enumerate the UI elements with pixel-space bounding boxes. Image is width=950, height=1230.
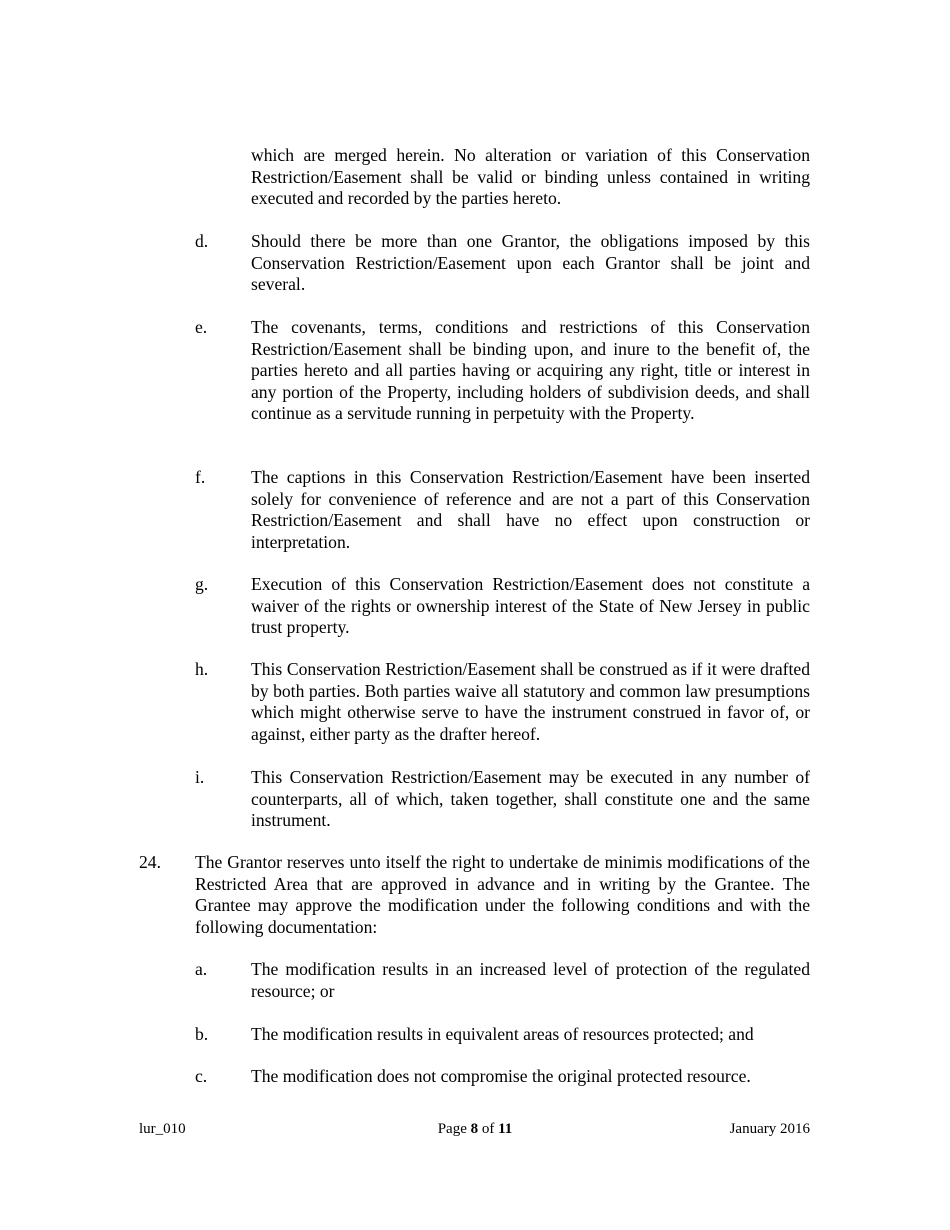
item-label-h: h.	[195, 659, 209, 679]
footer-page-current: 8	[470, 1121, 479, 1137]
footer-form-id: lur_010	[139, 1121, 186, 1137]
footer-page-prefix: Page	[437, 1121, 467, 1137]
continuation-paragraph: which are merged herein. No alteration or variation of this Conservation Restriction/Easement shall be valid or binding unless contained in writing executed and recorded by the parties hereto.	[251, 145, 810, 209]
item-text-h: This Conservation Restriction/Easement shall be construed as if it were drafted by both parties. Both parties waive all statutory and common law presumptions which might otherwise serve to have the instrument construed in favor of, or against, either party as the drafter hereof.	[251, 659, 810, 744]
item-label-e: e.	[195, 317, 208, 337]
item-text-f: The captions in this Conservation Restriction/Easement have been inserted solely for convenience of reference and are not a part of this Conservation Restriction/Easement and shall have no effect upon construction or interpretation.	[251, 467, 810, 552]
item-label-g: g.	[195, 574, 209, 594]
sub-item-text-a: The modification results in an increased level of protection of the regulated resource; or	[251, 959, 810, 1001]
item-label-f: f.	[195, 467, 206, 487]
item-text-d: Should there be more than one Grantor, the obligations imposed by this Conservation Restriction/Easement upon each Grantor shall be joint and several.	[251, 231, 810, 295]
sub-item-label-b: b.	[195, 1024, 209, 1044]
footer-page-of: of	[481, 1121, 495, 1137]
item-text-e: The covenants, terms, conditions and restrictions of this Conservation Restriction/Easement shall be binding upon, and inure to the benefit of, the parties hereto and all parties having or acquiring any right, title or interest in any portion of the Property, including holders of subdivision deeds, and shall continue as a servitude running in perpetuity with the Property.	[251, 317, 810, 424]
sub-item-text-c: The modification does not compromise the original protected resource.	[251, 1066, 751, 1086]
item-text-i: This Conservation Restriction/Easement may be executed in any number of counterparts, all of which, taken together, shall constitute one and the same instrument.	[251, 767, 810, 831]
section-number-24: 24.	[139, 852, 161, 872]
sub-item-label-c: c.	[195, 1066, 208, 1086]
item-label-i: i.	[195, 767, 205, 787]
footer-date: January 2016	[729, 1121, 810, 1137]
footer-page-total: 11	[498, 1121, 513, 1137]
sub-item-label-a: a.	[195, 959, 208, 979]
item-text-g: Execution of this Conservation Restriction/Easement does not constitute a waiver of the rights or ownership interest of the State of New Jersey in public trust property.	[251, 574, 810, 638]
section-text-24: The Grantor reserves unto itself the right to undertake de minimis modifications of the Restricted Area that are approved in advance and in writing by the Grantee. The Grantee may approve the modification under the following conditions and with the following documentation:	[195, 852, 810, 937]
item-label-d: d.	[195, 231, 209, 251]
sub-item-text-b: The modification results in equivalent areas of resources protected; and	[251, 1024, 754, 1044]
